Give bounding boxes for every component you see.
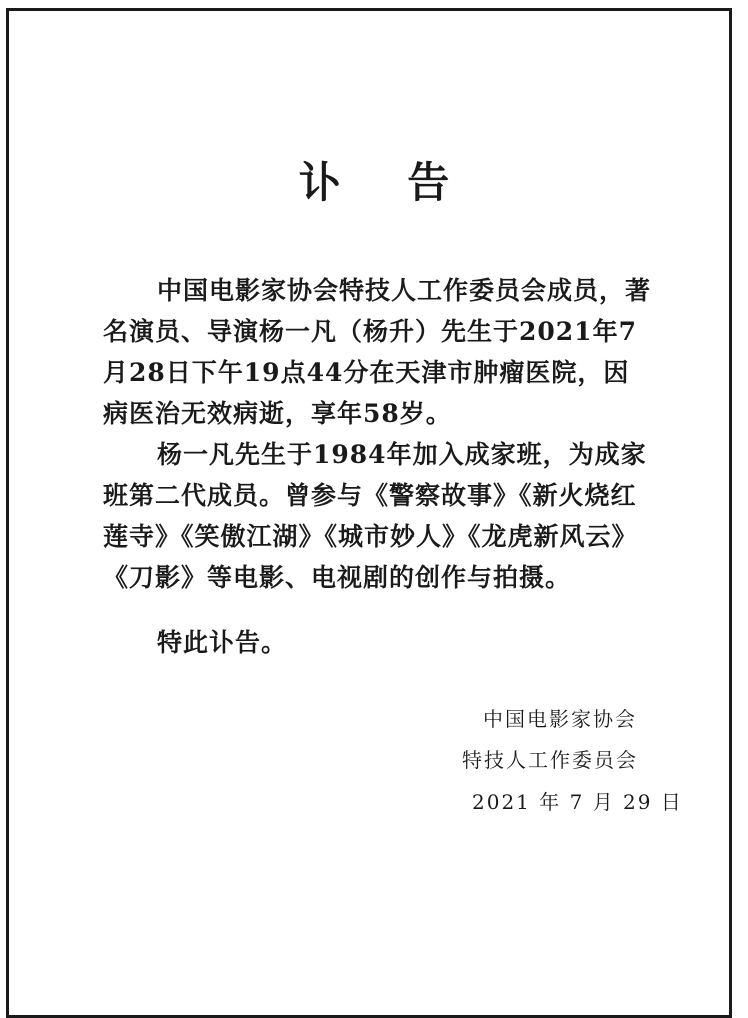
closing-line: 特此讣告。 — [157, 628, 288, 657]
signature-organization-1: 中国电影家协会 — [483, 707, 637, 731]
signature-organization-2: 特技人工作委员会 — [462, 748, 638, 772]
signature-date: 2021 年 7 月 29 日 — [472, 790, 683, 814]
paragraph-biography: 杨一凡先生于1984年加入成家班，为成家班第二代成员。曾参与《警察故事》《新火烧红莲寺》《笑傲江湖》《城市妙人》《龙虎新风云》《刀影》等电影、电视剧的创作与拍摄。 — [103, 440, 647, 592]
document-title: 讣 告 — [298, 158, 476, 207]
paragraph-announcement: 中国电影家协会特技人工作委员会成员，著名演员、导演杨一凡（杨升）先生于2021年7月28日下午19点44分在天津市肿瘤医院，因病医治无效病逝，享年58岁。 — [103, 276, 652, 428]
